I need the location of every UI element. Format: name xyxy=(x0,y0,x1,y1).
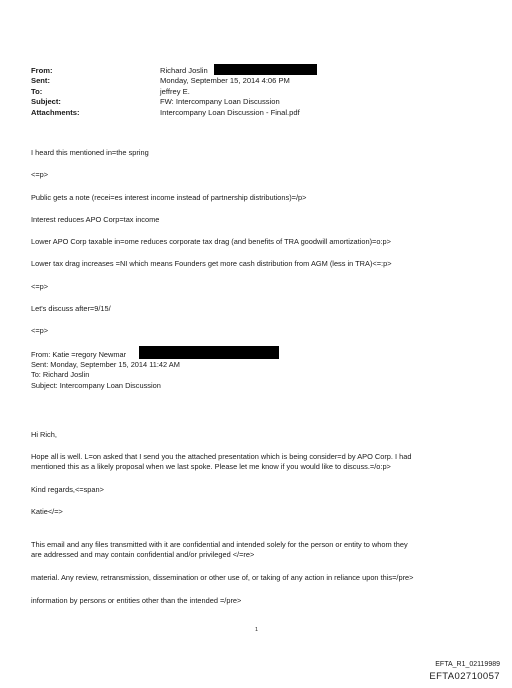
to-label: To: xyxy=(31,86,43,96)
redaction-bar-header xyxy=(214,64,317,75)
header-to-row xyxy=(31,87,300,97)
forwarded-sent: Sent: Monday, September 15, 2014 11:42 AM xyxy=(31,360,180,370)
body-line-4: Interest reduces APO Corp=tax income xyxy=(31,215,160,224)
message-line-2: mentioned this as a likely proposal when we last spoke. Please let me know if you would like to discuss.=/o:p> xyxy=(31,462,391,471)
forwarded-to: To: Richard Joslin xyxy=(31,370,90,380)
attachments-value: Intercompany Loan Discussion - Final.pdf xyxy=(160,107,300,117)
forwarded-header xyxy=(31,350,180,391)
from-label: From: xyxy=(31,66,53,75)
body-line-6: Lower tax drag increases =NI which means Founders get more cash distribution from AGM (less in TRA)<=:p> xyxy=(31,259,392,268)
kind-regards: Kind regards,<=span> xyxy=(31,485,104,494)
forwarded-subject: Subject: Intercompany Loan Discussion xyxy=(31,380,161,390)
header-subject-row xyxy=(31,97,300,107)
body-line-3: Public gets a note (recei=es interest income instead of partnership distributions)=/p> xyxy=(31,193,307,202)
disclaimer-line-4: information by persons or entities other than the intended =/pre> xyxy=(31,596,242,605)
disclaimer-line-1: This email and any files transmitted with it are confidential and intended solely for the person or entity to whom they xyxy=(31,540,408,549)
bates-number-2: EFTA02710057 xyxy=(429,671,500,682)
greeting: Hi Rich, xyxy=(31,430,57,439)
from-value: Richard Joslin xyxy=(160,66,208,75)
sent-label: Sent: xyxy=(31,76,50,86)
to-value: jeffrey E. xyxy=(160,86,190,96)
body-line-5: Lower APO Corp taxable in=ome reduces corporate tax drag (and benefits of TRA goodwill amortization)=o:p> xyxy=(31,237,391,246)
body-line-2: <=p> xyxy=(31,170,49,179)
disclaimer-line-2: are addressed and may contain confidential and/or privileged </=re> xyxy=(31,550,255,559)
body-line-7: <=p> xyxy=(31,282,49,291)
body-line-1: I heard this mentioned in=the spring xyxy=(31,148,149,157)
forwarded-from: From: Katie =regory Newmar xyxy=(31,350,127,359)
message-line-1: Hope all is well. L=on asked that I send you the attached presentation which is being consider=d by APO Corp. I had xyxy=(31,452,412,461)
subject-label: Subject: xyxy=(31,97,61,107)
header-sent-row xyxy=(31,76,300,86)
body-line-8: Let's discuss after=9/15/ xyxy=(31,304,111,313)
subject-value: FW: Intercompany Loan Discussion xyxy=(160,97,280,107)
body-line-9: <=p> xyxy=(31,326,49,335)
disclaimer-line-3: material. Any review, retransmission, dissemination or other use of, or taking of any action in reliance upon this=/pre> xyxy=(31,573,414,582)
sent-value: Monday, September 15, 2014 4:06 PM xyxy=(160,76,290,86)
header-attachments-row xyxy=(31,108,300,118)
signature: Katie</=> xyxy=(31,507,63,516)
bates-number-1: EFTA_R1_02119989 xyxy=(435,661,500,668)
attachments-label: Attachments: xyxy=(31,107,80,117)
page-number: 1 xyxy=(255,627,259,633)
